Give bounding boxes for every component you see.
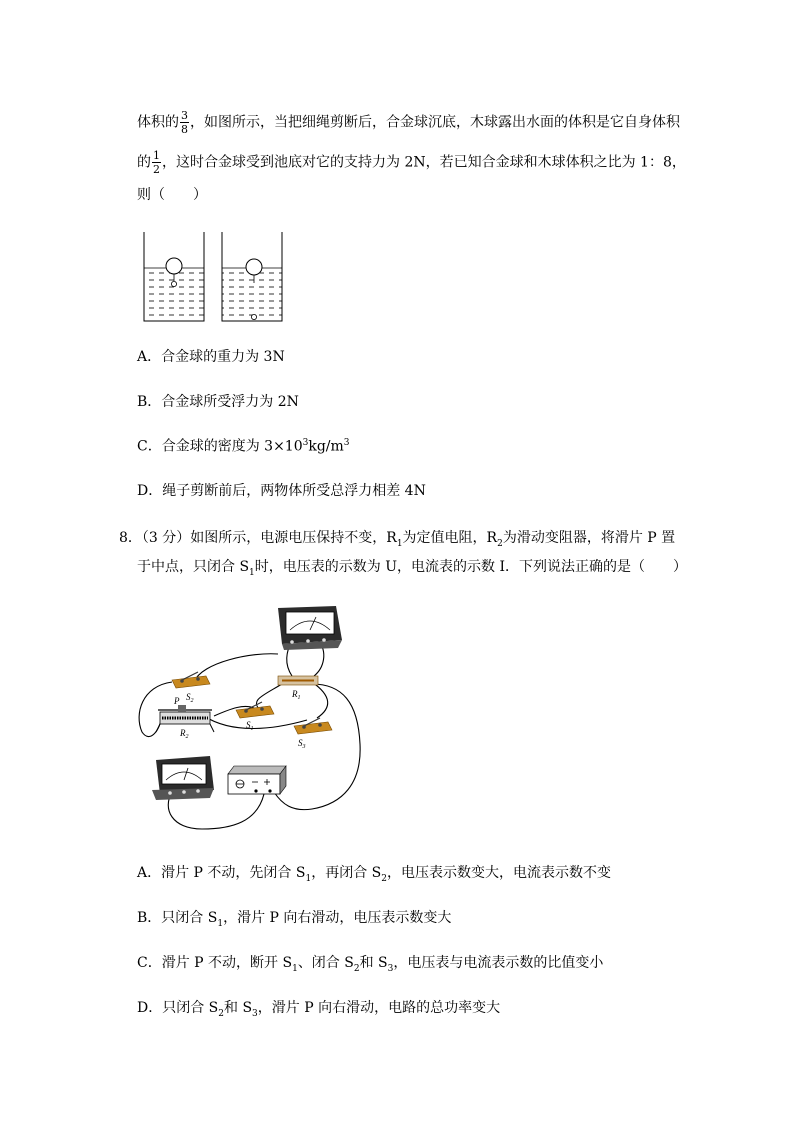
beaker-before-cut — [144, 232, 204, 321]
q8-b-sub: 1 — [217, 918, 224, 929]
q7-option-c-exp: 3 — [302, 438, 309, 448]
q8-c-3: 和 S — [359, 955, 388, 971]
q7-line1-text-b: ，如图所示，当把细绳剪断后，合金球沉底，木球露出水面的体积是它自身体积 — [190, 114, 680, 131]
q8-l2-a: 于中点，只闭合 S — [137, 559, 250, 575]
q7-option-d: D．绳子剪断前后，两物体所受总浮力相差 4N — [137, 483, 426, 499]
q8-a-1: A．滑片 P 不动，先闭合 S — [137, 865, 306, 881]
q7-stem-line-3: 则（ ） — [137, 187, 207, 203]
q8-c-1: C．滑片 P 不动，断开 S — [137, 955, 293, 971]
label-s1: $S_1$ — [246, 720, 254, 732]
fraction-denominator: 8 — [181, 123, 188, 136]
q8-option-d — [137, 1001, 500, 1019]
q8-stem-line-1 — [119, 531, 675, 549]
q8-d-3: ，滑片 P 向右滑动，电路的总功率变大 — [257, 1000, 501, 1016]
q8-c-4: ，电压表与电流表示数的比值变小 — [393, 955, 604, 971]
q7-option-c-unit: kg/m — [308, 438, 344, 455]
q8-c-sub3: 3 — [387, 963, 394, 974]
power-supply — [228, 766, 286, 794]
circuit-wires — [139, 640, 360, 829]
q8-c-2: 、闭合 S — [297, 955, 354, 971]
fraction-denominator: 2 — [153, 163, 160, 176]
q7-option-a: A．合金球的重力为 3N — [137, 349, 285, 365]
q8-l1-sub1: 1 — [396, 538, 403, 549]
q8-l2-sub: 1 — [249, 567, 255, 578]
q7-option-c — [137, 439, 350, 454]
q7-stem-line-2 — [137, 150, 686, 175]
q8-option-c — [137, 956, 603, 974]
q8-option-b — [137, 911, 451, 929]
q8-option-a — [137, 866, 611, 884]
q8-l1-sub2: 2 — [497, 538, 503, 549]
label-r1: $R_1$ — [292, 689, 301, 701]
q8-l2-b: 时，电压表的示数为 U，电流表的示数 I．下列说法正确的是（ ） — [254, 559, 688, 575]
fraction-numerator: 3 — [181, 109, 188, 122]
q8-d-1: D．只闭合 S — [137, 1000, 219, 1016]
q8-b-1: B．只闭合 S — [137, 910, 218, 926]
q8-l1-b: 为定值电阻，R — [402, 530, 498, 546]
voltmeter — [278, 606, 342, 650]
label-s3: $S_3$ — [298, 738, 306, 750]
q7-line2-text-a: 的 — [137, 154, 151, 171]
q8-a-sub2: 2 — [381, 873, 387, 884]
q7-option-c-unit-exp: 3 — [343, 438, 350, 448]
q8-d-sub3: 3 — [252, 1008, 258, 1019]
beaker-after-cut — [222, 232, 282, 321]
q8-a-3: ，电压表示数变大，电流表示数不变 — [387, 865, 611, 881]
q8-l1-a: 8．（3 分）如图所示，电源电压保持不变，R — [119, 530, 397, 546]
q7-line2-text-b: ，这时合金球受到池底对它的支持力为 2N，若已知合金球和木球体积之比为 1：8， — [162, 154, 686, 171]
q7-beakers-figure — [138, 228, 288, 326]
q8-b-2: ，滑片 P 向右滑动，电压表示数变大 — [223, 910, 452, 926]
q8-c-sub2: 2 — [353, 963, 360, 974]
q7-stem-line-1 — [137, 110, 680, 135]
label-p: P — [174, 696, 180, 706]
q8-l1-c: 为滑动变阻器，将滑片 P 置 — [502, 530, 676, 546]
q8-circuit-figure — [132, 604, 364, 836]
resistor-r1 — [278, 676, 318, 701]
q8-stem-line-2 — [137, 560, 687, 578]
fraction-3-8 — [180, 110, 189, 135]
q8-d-2: 和 S — [224, 1000, 253, 1016]
fraction-numerator: 1 — [153, 149, 160, 162]
label-s2: $S_2$ — [186, 692, 194, 704]
q7-line1-text-a: 体积的 — [137, 114, 179, 131]
q8-d-sub2: 2 — [218, 1008, 224, 1019]
q8-a-2: ，再闭合 S — [311, 865, 382, 881]
q7-option-c-text: C．合金球的密度为 3×10 — [137, 438, 303, 455]
label-r2: $R_2$ — [180, 728, 189, 740]
q8-a-sub1: 1 — [305, 873, 312, 884]
switch-s3 — [294, 718, 332, 750]
rheostat-r2 — [156, 696, 214, 740]
q7-option-b: B．合金球所受浮力为 2N — [137, 394, 299, 410]
ammeter — [152, 756, 214, 800]
fraction-1-2 — [152, 150, 161, 175]
q8-c-sub1: 1 — [292, 963, 298, 974]
